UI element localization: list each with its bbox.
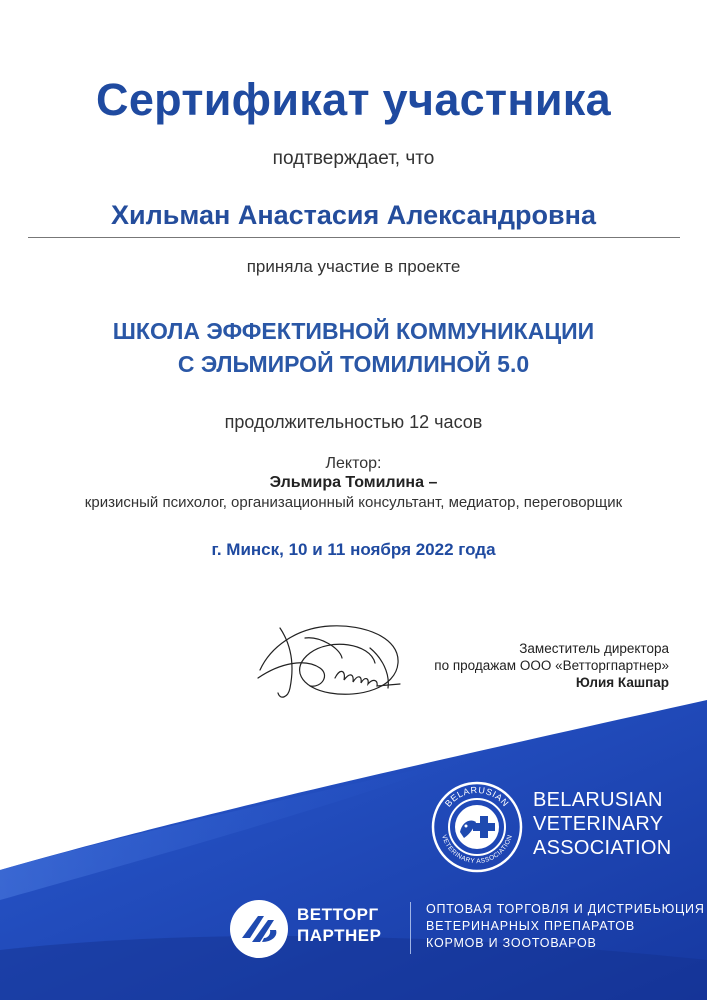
place-date: г. Минск, 10 и 11 ноября 2022 года [211, 540, 496, 559]
vettorg-tagline-line3: КОРМОВ И ЗООТОВАРОВ [426, 936, 597, 950]
confirms-text: подтверждает, что [272, 148, 435, 169]
logo-divider [410, 902, 411, 954]
project-title-line1: ШКОЛА ЭФФЕКТИВНОЙ КОММУНИКАЦИИ [112, 318, 595, 344]
vettorg-tagline-line2: ВЕТЕРИНАРНЫХ ПРЕПАРАТОВ [426, 919, 635, 933]
duration-text: продолжительностью 12 часов [224, 412, 483, 432]
signer-name: Юлия Кашпар [575, 675, 669, 690]
signer-position-line1: Заместитель директора [519, 641, 669, 656]
vettorg-name-line1: ВЕТТОРГ [297, 905, 379, 924]
vettorg-tagline-line1: ОПТОВАЯ ТОРГОВЛЯ И ДИСТРИБЬЮЦИЯ [426, 902, 705, 916]
bva-line1: BELARUSIAN [533, 789, 663, 811]
bva-emblem-icon [430, 780, 524, 874]
certificate-title: Сертификат участника [96, 74, 611, 125]
vettorg-name [297, 904, 381, 946]
participant-name: Хильман Анастасия Александровна [111, 200, 596, 230]
vettorg-name-line2: ПАРТНЕР [297, 926, 382, 945]
bva-ring-bottom-text: VETERINARY ASSOCIATION [440, 833, 514, 866]
lector-role: кризисный психолог, организационный консультант, медиатор, переговорщик [84, 494, 623, 511]
project-title-line2: С ЭЛЬМИРОЙ ТОМИЛИНОЙ 5.0 [177, 351, 530, 377]
bva-line3: ASSOCIATION [533, 837, 672, 859]
took-part-text: приняла участие в проекте [246, 257, 461, 276]
bva-name [533, 788, 672, 860]
vettorg-tagline [426, 901, 705, 952]
vettorg-logo-icon [228, 898, 290, 960]
lector-name: Эльмира Томилина – [269, 474, 438, 491]
signer-position-line2: по продажам ООО «Ветторгпартнер» [434, 658, 669, 673]
lector-label: Лектор: [325, 455, 382, 472]
bva-ring-top-text: BELARUSIAN [442, 784, 512, 809]
bva-line2: VETERINARY [533, 813, 664, 835]
